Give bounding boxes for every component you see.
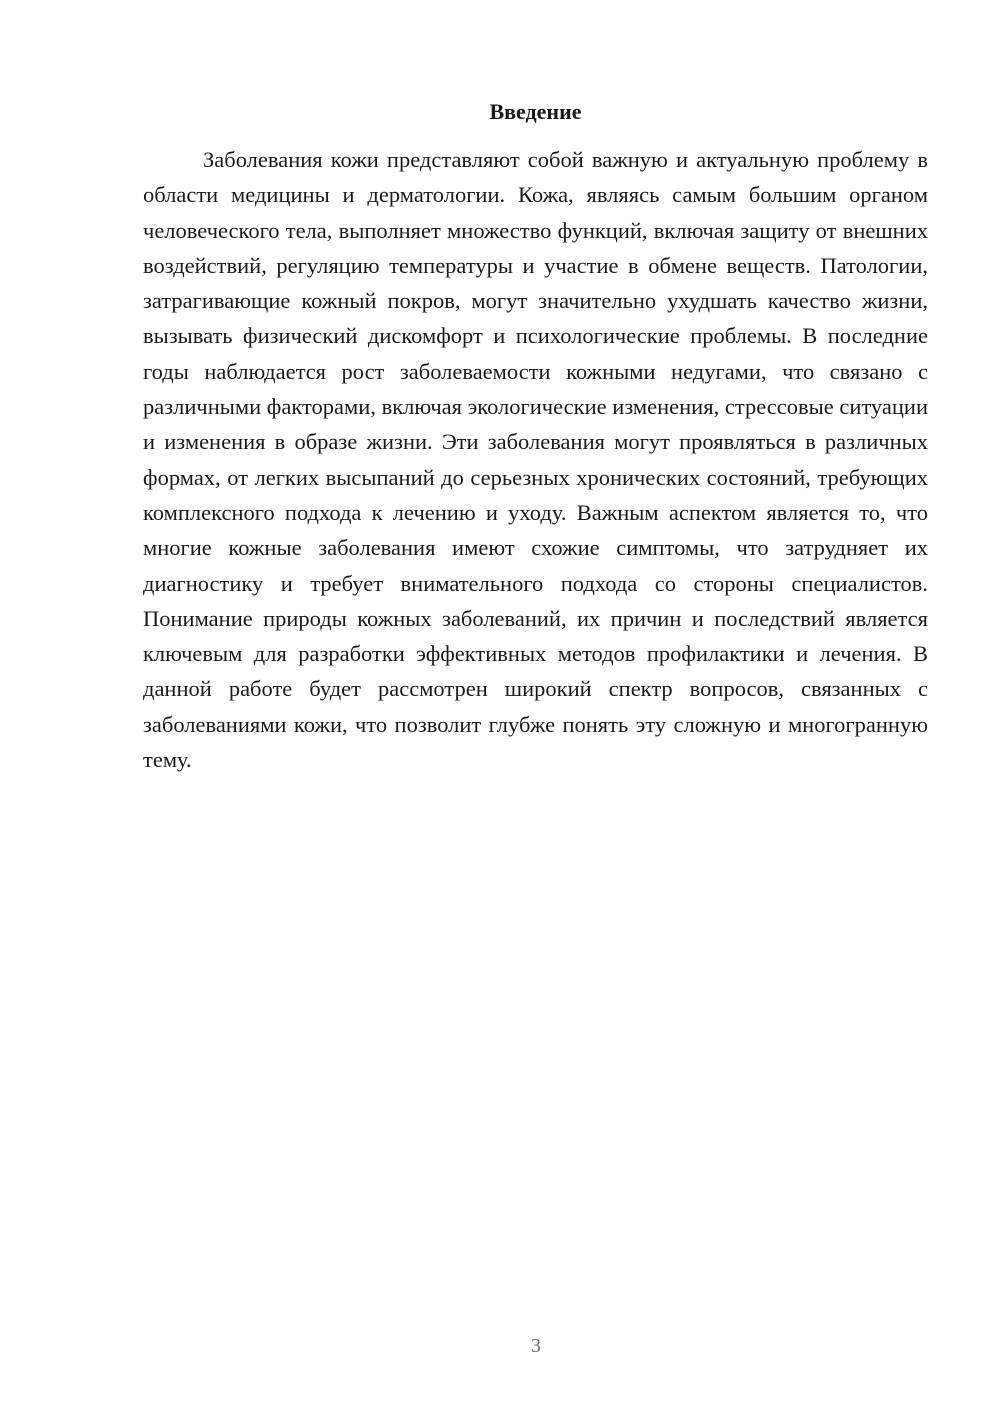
body-paragraph: Заболевания кожи представляют собой важную и актуальную проблему в области медицины и дерматологии. Кожа, являясь самым большим органом человеческого тела, выполняет множество функций, включая защиту от внешних воздействий, регуляцию температуры и участие в обмене веществ. Патологии, затрагивающие кожный покров, могут значительно ухудшать качество жизни, вызывать физический дискомфорт и психологические проблемы. В последние годы наблюдается рост заболеваемости кожными недугами, что связано с различными факторами, включая экологические изменения, стрессовые ситуации и изменения в образе жизни. Эти заболевания могут проявляться в различных формах, от легких высыпаний до серьезных хронических состояний, требующих комплексного подхода к лечению и уходу. Важным аспектом является то, что многие кожные заболевания имеют схожие симптомы, что затрудняет их диагностику и требует внимательного подхода со стороны специалистов. Понимание природы кожных заболеваний, их причин и последствий является ключевым для разработки эффективных методов профилактики и лечения. В данной работе будет рассмотрен широкий спектр вопросов, связанных с заболеваниями кожи, что позволит глубже понять эту сложную и многогранную тему. (143, 147, 928, 773)
section-heading: Введение (489, 99, 582, 124)
page-number: 3 (531, 1335, 541, 1357)
